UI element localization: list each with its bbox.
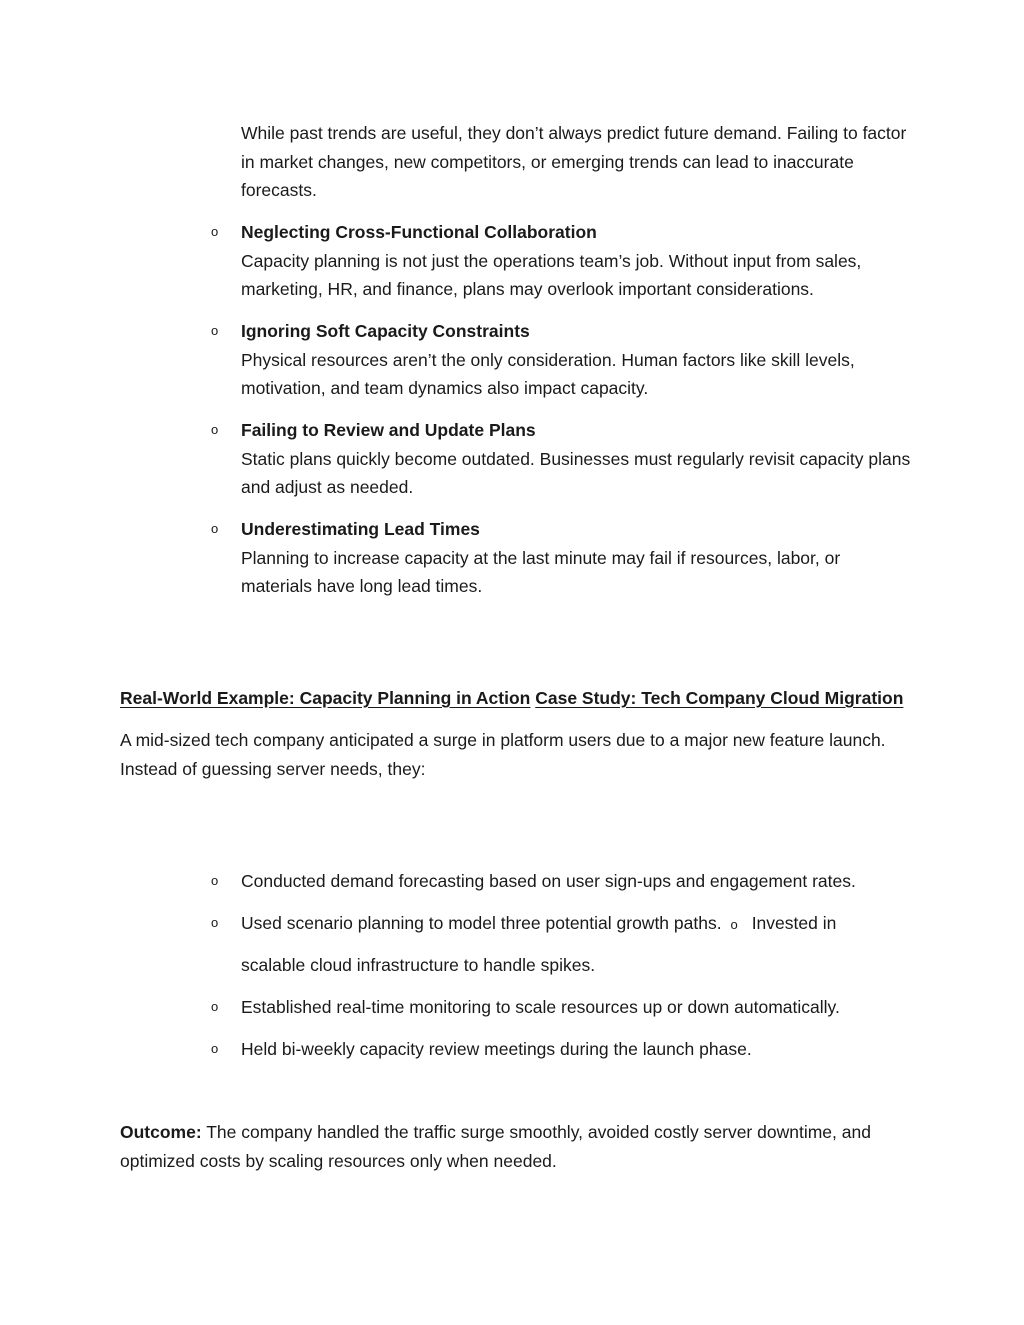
outcome-paragraph — [120, 1118, 900, 1175]
bullet-marker: o — [211, 999, 219, 1014]
list-item-title: Neglecting Cross-Functional Collaboration — [241, 222, 597, 242]
intro-continuation-paragraph: While past trends are useful, they don’t always predict future demand. Failing to factor in market changes, new competitors, or emerging trends can lead to inaccurate forecasts. — [241, 123, 907, 200]
list-item-description: Physical resources aren’t the only consideration. Human factors like skill levels, motivation, and team dynamics also impact capacity. — [241, 349, 855, 398]
list-item-description: Static plans quickly become outdated. Businesses must regularly revisit capacity plans and adjust as needed. — [241, 448, 911, 497]
list-item-content — [241, 909, 921, 939]
list-item-content — [241, 416, 911, 502]
bullet-marker: o — [211, 915, 219, 930]
list-item-content — [241, 317, 911, 403]
list-item-text: Used scenario planning to model three potential growth paths. — [241, 913, 722, 933]
case-study-intro-paragraph: A mid-sized tech company anticipated a surge in platform users due to a major new feature launch. Instead of guessing server needs, they: — [120, 730, 886, 779]
section-heading-sub: Case Study: Tech Company Cloud Migration — [535, 688, 904, 708]
list-item-text: Held bi-weekly capacity review meetings during the launch phase. — [241, 1039, 752, 1059]
bullet-marker: o — [211, 323, 219, 338]
bullet-marker: o — [211, 1041, 219, 1056]
bullet-marker: o — [211, 224, 219, 239]
outcome-text: The company handled the traffic surge smoothly, avoided costly server downtime, and optimized costs by scaling resources only when needed. — [120, 1122, 871, 1171]
list-item-text: Conducted demand forecasting based on user sign-ups and engagement rates. — [241, 871, 856, 891]
list-item-title: Ignoring Soft Capacity Constraints — [241, 321, 530, 341]
bullet-marker: o — [211, 521, 219, 536]
section-heading-main: Real-World Example: Capacity Planning in Action — [120, 688, 531, 708]
list-item-content — [241, 218, 911, 304]
bullet-marker: o — [211, 873, 219, 888]
list-item-content — [241, 515, 911, 601]
bullet-marker: o — [211, 422, 219, 437]
list-item-text: scalable cloud infrastructure to handle spikes. — [241, 955, 596, 975]
list-item-text: Established real-time monitoring to scale resources up or down automatically. — [241, 997, 840, 1017]
outcome-label: Outcome: — [120, 1122, 202, 1142]
list-item-title: Underestimating Lead Times — [241, 519, 480, 539]
list-item-description: Planning to increase capacity at the last minute may fail if resources, labor, or materials have long lead times. — [241, 547, 841, 596]
bullet-marker: o — [730, 917, 738, 932]
list-item-title: Failing to Review and Update Plans — [241, 420, 536, 440]
section-heading — [120, 684, 903, 712]
list-item-text: Invested in — [751, 913, 837, 933]
list-item-description: Capacity planning is not just the operations team’s job. Without input from sales, marketing, HR, and finance, plans may overlook important considerations. — [241, 250, 862, 299]
